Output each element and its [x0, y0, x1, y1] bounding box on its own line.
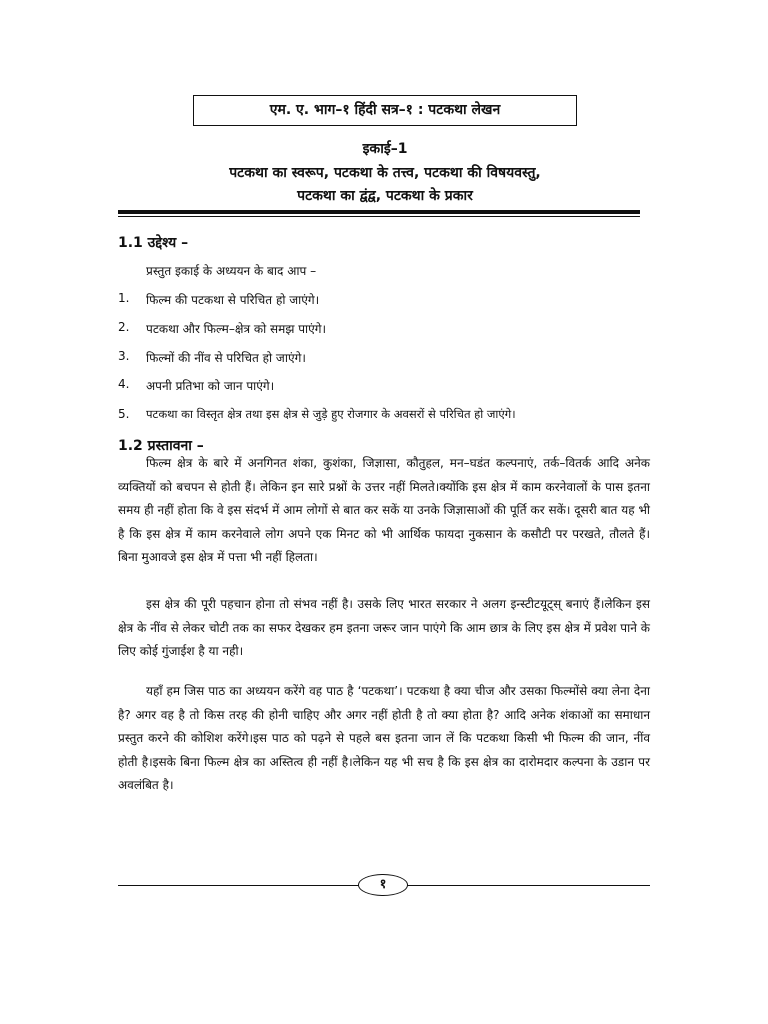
list-item-text: पटकथा का विस्तृत क्षेत्र तथा इस क्षेत्र से जुड़े हुए रोजगार के अवसरों से परिचित हो जाएंगे। — [146, 407, 516, 421]
page-number: १ — [358, 874, 408, 896]
introduction-heading: 1.2 प्रस्तावना – — [118, 438, 204, 454]
unit-label: इकाई–1 — [362, 141, 408, 157]
course-title: एम. ए. भाग–१ हिंदी सत्र–१ : पटकथा लेखन — [269, 102, 501, 118]
list-item-text: पटकथा और फिल्म–क्षेत्र को समझ पाएंगे। — [146, 322, 327, 336]
list-item-number: 4. — [118, 377, 130, 391]
list-item-number: 5. — [118, 407, 130, 421]
list-item-number: 1. — [118, 291, 130, 305]
objectives-intro: प्रस्तुत इकाई के अध्ययन के बाद आप – — [146, 264, 317, 278]
intro-paragraph-1: फिल्म क्षेत्र के बारे में अनगिनत शंका, कुशंका, जिज्ञासा, कौतुहल, मन–घडंत कल्पनाएं, तर्क–वितर्क आदि अनेक व्यक्तियों को बचपन से होती हैं। लेकिन इन सारे प्रश्नों के उत्तर नहीं मिलते।क्योंकि इस क्षेत्र में काम करनेवालों के पास इतना समय ही नहीं होता कि वे इस संदर्भ में आम लोगों से बात कर सकें या उनके जिज्ञासाओं की पूर्ति कर सकें। दूसरी बात यह भी है कि इस क्षेत्र में काम करनेवाले लोग अपने एक मिनट को भी आर्थिक फायदा नुकसान के कसौटी पर परखते, तौलते हैं। बिना मुआवजे इस क्षेत्र में पत्ता भी नहीं हिलता। — [118, 456, 650, 564]
list-item-number: 2. — [118, 320, 130, 334]
intro-paragraph-2: इस क्षेत्र की पूरी पहचान होना तो संभव नहीं है। उसके लिए भारत सरकार ने अलग इन्स्टीटयूट्स् बनाएं हैं।लेकिन इस क्षेत्र के नींव से लेकर चोटी तक का सफर देखकर हम इतना जरूर जान पाएंगे कि आम छात्र के लिए इस क्षेत्र में प्रवेश पाने के लिए कोई गुंजाईश है या नही। — [118, 597, 650, 658]
unit-title-line2: पटकथा का द्वंद्व, पटकथा के प्रकार — [297, 188, 473, 204]
list-item-text: फिल्म की पटकथा से परिचित हो जाएंगे। — [146, 293, 320, 307]
footer-rule-right — [406, 885, 650, 886]
course-title-box — [193, 95, 577, 126]
list-item-number: 3. — [118, 349, 130, 363]
objectives-heading: 1.1 उद्देश्य – — [118, 235, 189, 251]
list-item-text: अपनी प्रतिभा को जान पाएंगे। — [146, 379, 275, 393]
unit-title-line1: पटकथा का स्वरूप, पटकथा के तत्त्व, पटकथा की विषयवस्तु, — [229, 165, 541, 181]
header-divider-thin — [118, 216, 640, 217]
header-divider-thick — [118, 210, 640, 214]
list-item-text: फिल्मों की नींव से परिचित हो जाएंगे। — [146, 351, 306, 365]
intro-paragraph-3: यहाँ हम जिस पाठ का अध्ययन करेंगे वह पाठ है ‘पटकथा’। पटकथा है क्या चीज और उसका फिल्मोंसे क्या लेना देना है? अगर वह है तो किस तरह की होनी चाहिए और अगर नहीं होती है तो क्या होता है? आदि अनेक शंकाओं का समाधान प्रस्तुत करने की कोशिश करेंगे।इस पाठ को पढ़ने से पहले बस इतना जान लें कि पटकथा किसी भी फिल्म की जान, नींव होती है।इसके बिना फिल्म क्षेत्र का अस्तित्व ही नहीं है।लेकिन यह भी सच है कि इस क्षेत्र का दारोमदार कल्पना के उडान पर अवलंबित है। — [118, 684, 650, 792]
footer-rule-left — [118, 885, 360, 886]
